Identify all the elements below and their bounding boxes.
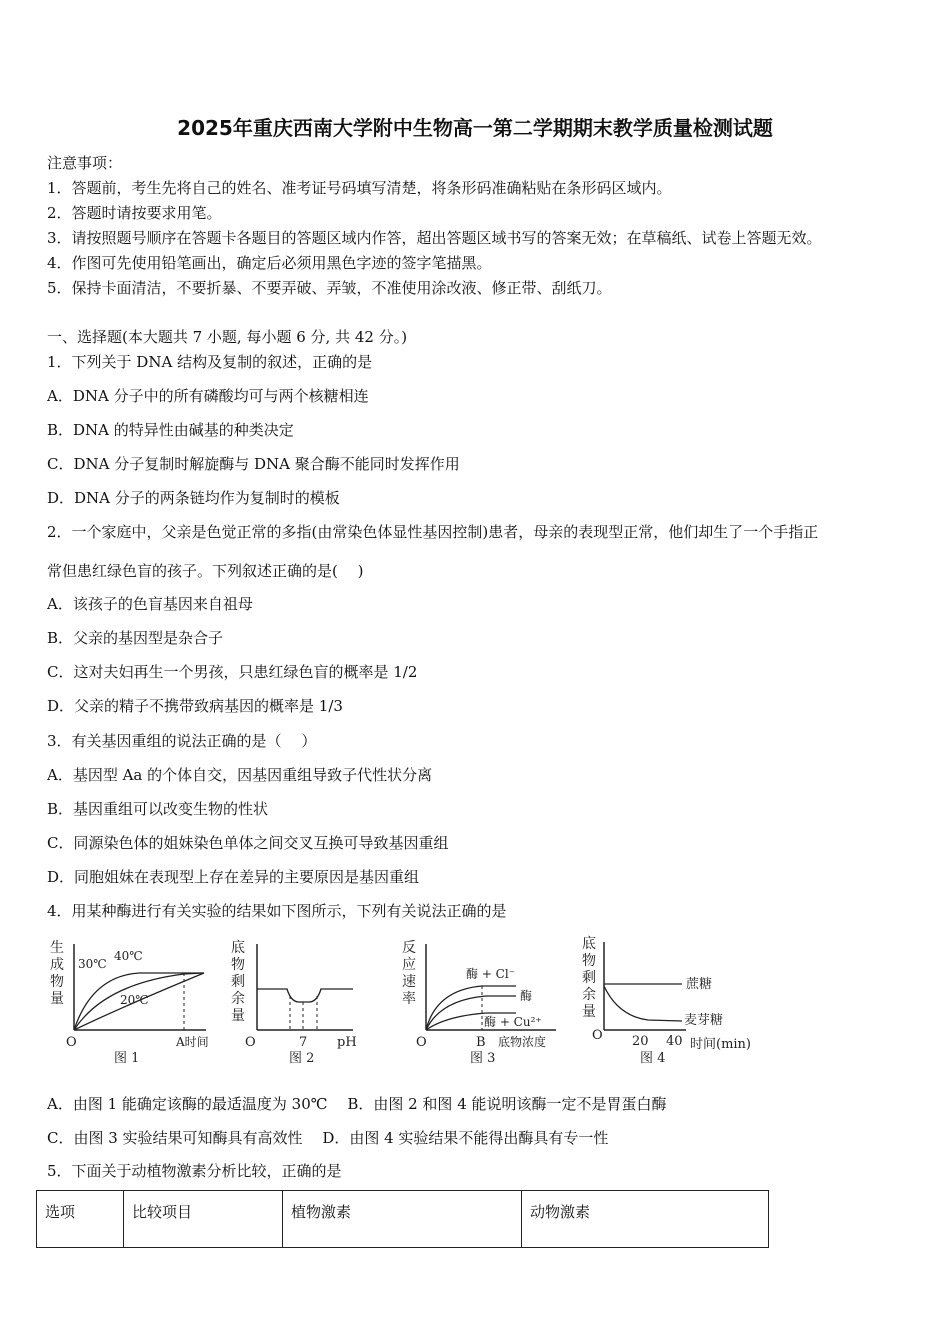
fig3-label-enzyme: 酶 xyxy=(520,989,533,1003)
option-a: A．DNA 分子中的所有磷酸均可与两个核糖相连 xyxy=(47,387,369,405)
notice-item: 4．作图可先使用铅笔画出，确定后必须用黑色字迹的签字笔描黑。 xyxy=(47,254,492,272)
fig2-xlabel: pH xyxy=(337,1035,357,1050)
fig2-tick: 7 xyxy=(299,1035,308,1050)
fig4-curve-maltose xyxy=(604,986,682,1021)
page-title: 2025年重庆西南大学附中生物高一第二学期期末教学质量检测试题 xyxy=(177,116,773,140)
comparison-table xyxy=(36,1190,769,1248)
option-d: D．同胞姐妹在表现型上存在差异的主要原因是基因重组 xyxy=(47,868,420,886)
fig3-ylabel-char: 速 xyxy=(402,974,416,990)
fig2-curve xyxy=(257,989,353,1002)
fig4-ylabel-char: 量 xyxy=(582,1004,596,1020)
fig3-caption: 图 3 xyxy=(470,1051,496,1066)
fig1-ylabel-char: 生 xyxy=(50,940,64,956)
fig4-label-maltose: 麦芽糖 xyxy=(684,1013,724,1028)
figure-3 xyxy=(396,936,572,1070)
option-b: B．父亲的基因型是杂合子 xyxy=(47,629,224,647)
fig2-ylabel-char: 剩 xyxy=(231,974,245,990)
option-b: B．基因重组可以改变生物的性状 xyxy=(47,800,269,818)
fig4-label-sucrose: 蔗糖 xyxy=(686,977,713,992)
fig2-ylabel-char: 底 xyxy=(231,940,245,956)
fig2-ylabel-char: 量 xyxy=(231,1008,245,1024)
fig4-caption: 图 4 xyxy=(640,1051,666,1066)
fig1-origin: O xyxy=(66,1035,77,1050)
notice-item: 2．答题时请按要求用笔。 xyxy=(47,204,222,222)
fig4-tick: 20 xyxy=(632,1034,649,1049)
options-cd: C．由图 3 实验结果可知酶具有高效性 D．由图 4 实验结果不能得出酶具有专一性 xyxy=(47,1129,609,1147)
fig2-ylabel-char: 余 xyxy=(231,991,245,1007)
option-c: C．同源染色体的姐妹染色单体之间交叉互换可导致基因重组 xyxy=(47,834,449,852)
figure-4 xyxy=(578,932,768,1068)
fig2-ylabel-char: 物 xyxy=(231,957,245,973)
table-header-cell: 选项 xyxy=(37,1191,124,1248)
question-stem: 4．用某种酶进行有关实验的结果如下图所示，下列有关说法正确的是 xyxy=(47,902,507,920)
notice-item: 3．请按照题号顺序在答题卡各题目的答题区域内作答，超出答题区域书写的答案无效；在草稿纸、试卷上答题无效。 xyxy=(47,229,822,247)
options-ab: A．由图 1 能确定该酶的最适温度为 30℃ B．由图 2 和图 4 能说明该酶一定不是胃蛋白酶 xyxy=(47,1095,667,1113)
option-c: C．这对夫妇再生一个男孩，只患红绿色盲的概率是 1/2 xyxy=(47,663,418,681)
question-stem-cont: 常但患红绿色盲的孩子。下列叙述正确的是( ) xyxy=(47,562,364,580)
fig2-origin: O xyxy=(245,1035,256,1050)
fig4-ylabel-char: 剩 xyxy=(582,970,596,986)
option-c: C．DNA 分子复制时解旋酶与 DNA 聚合酶不能同时发挥作用 xyxy=(47,455,460,473)
fig1-caption: 图 1 xyxy=(114,1051,140,1066)
fig3-ylabel-char: 反 xyxy=(402,940,416,956)
fig4-ylabel-char: 底 xyxy=(582,936,596,952)
fig3-label-cu: 酶 + Cu²⁺ xyxy=(484,1015,542,1029)
fig1-label-30: 30℃ xyxy=(78,957,107,971)
notice-heading: 注意事项： xyxy=(47,154,123,172)
fig4-tick: 40 xyxy=(666,1034,683,1049)
option-a: A．基因型 Aa 的个体自交，因基因重组导致子代性状分离 xyxy=(47,766,433,784)
fig2-caption: 图 2 xyxy=(289,1051,315,1066)
fig1-ylabel-char: 成 xyxy=(50,957,64,973)
option-d: D．DNA 分子的两条链均作为复制时的模板 xyxy=(47,489,340,507)
fig1-ylabel-char: 量 xyxy=(50,991,64,1007)
fig3-tick: B xyxy=(476,1035,486,1050)
table-header-row xyxy=(37,1191,769,1248)
fig3-origin: O xyxy=(416,1035,427,1050)
fig3-ylabel-char: 率 xyxy=(402,991,416,1007)
notice-item: 5．保持卡面清洁，不要折暴、不要弄破、弄皱，不准使用涂改液、修正带、刮纸刀。 xyxy=(47,279,612,297)
fig4-ylabel-char: 物 xyxy=(582,953,596,969)
option-b: B．DNA 的特异性由碱基的种类决定 xyxy=(47,421,294,439)
notice-item: 1．答题前，考生先将自己的姓名、准考证号码填写清楚，将条形码准确粘贴在条形码区域内。 xyxy=(47,179,672,197)
option-a: A．该孩子的色盲基因来自祖母 xyxy=(47,595,253,613)
fig3-xlabel: 底物浓度 xyxy=(498,1035,547,1049)
figure-2 xyxy=(225,936,375,1070)
fig4-xlabel: 时间(min) xyxy=(690,1037,752,1052)
table-header-cell: 植物激素 xyxy=(283,1191,522,1248)
option-d: D．父亲的精子不携带致病基因的概率是 1/3 xyxy=(47,697,343,715)
question-stem: 1．下列关于 DNA 结构及复制的叙述，正确的是 xyxy=(47,353,373,371)
question-stem: 5．下面关于动植物激素分析比较，正确的是 xyxy=(47,1162,342,1180)
question-stem: 2．一个家庭中，父亲是色觉正常的多指(由常染色体显性基因控制)患者，母亲的表现型正常，他们却生了一个手指正 xyxy=(47,523,819,541)
table-header-cell: 比较项目 xyxy=(124,1191,283,1248)
fig1-ylabel-char: 物 xyxy=(50,974,64,990)
fig3-ylabel-char: 应 xyxy=(402,957,416,973)
fig4-ylabel-char: 余 xyxy=(582,987,596,1003)
figure-1 xyxy=(44,936,234,1070)
question-stem: 3．有关基因重组的说法正确的是（ ） xyxy=(47,732,317,750)
table-header-cell: 动物激素 xyxy=(522,1191,769,1248)
fig1-xlabel: A时间 xyxy=(176,1035,209,1049)
section-heading: 一、选择题(本大题共 7 小题, 每小题 6 分, 共 42 分。) xyxy=(47,328,408,346)
fig3-label-cl: 酶 + Cl⁻ xyxy=(466,967,516,981)
fig1-label-20: 20℃ xyxy=(120,993,149,1007)
fig4-origin: O xyxy=(592,1028,603,1043)
fig1-label-40: 40℃ xyxy=(114,949,143,963)
